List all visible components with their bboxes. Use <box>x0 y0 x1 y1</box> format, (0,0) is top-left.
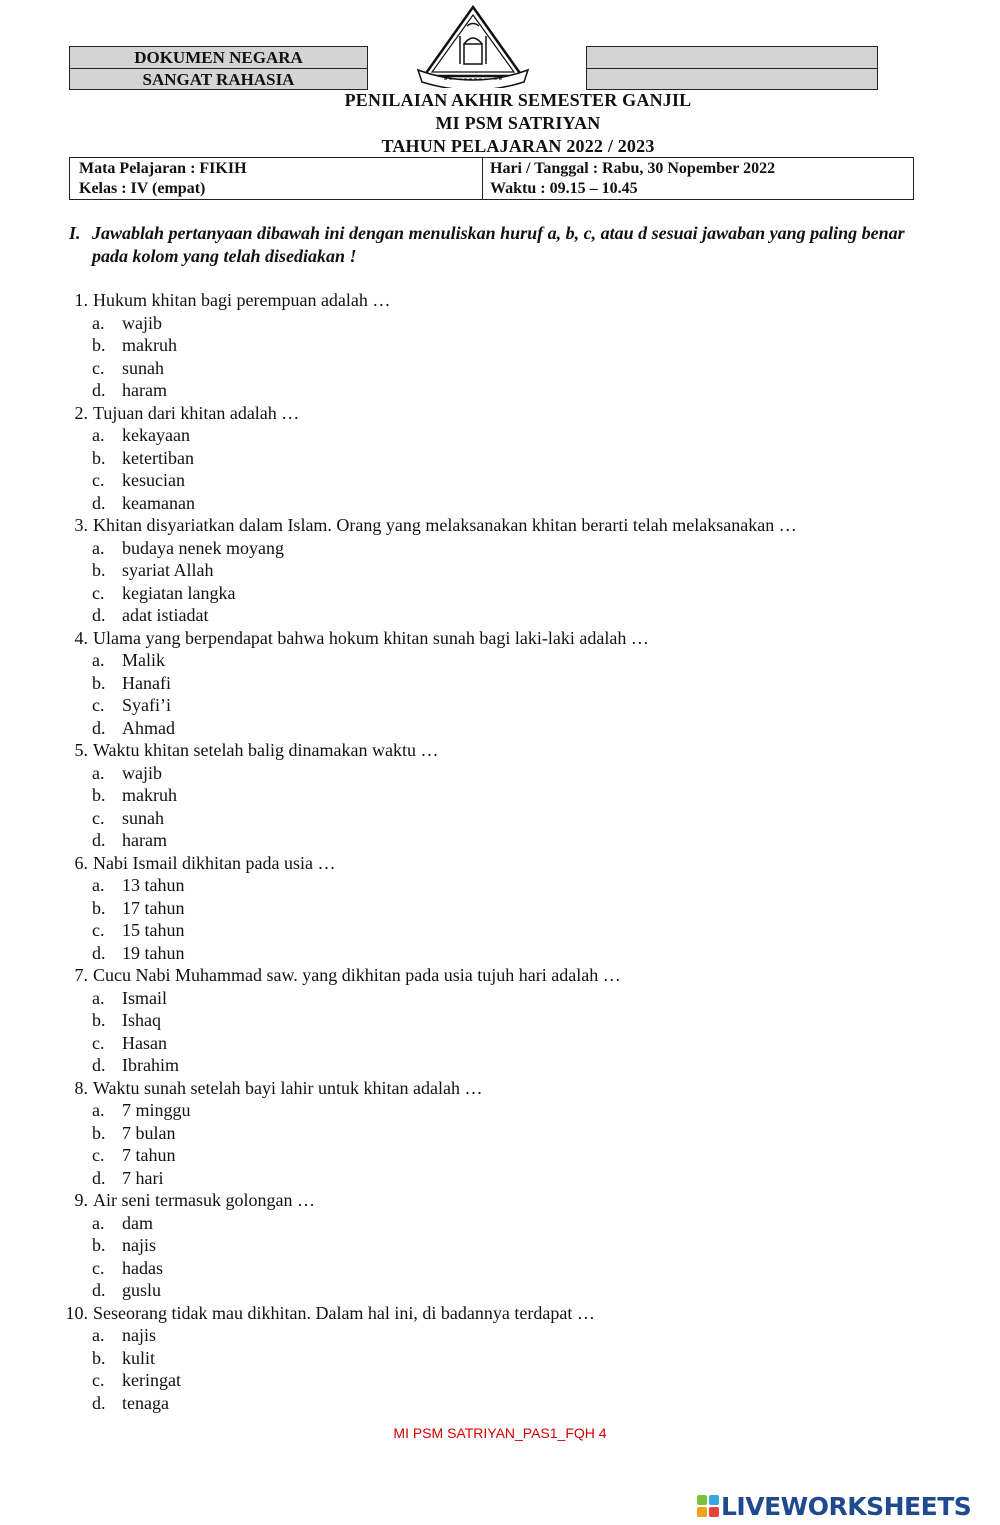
question-item <box>62 1189 962 1302</box>
answer-option <box>62 469 962 492</box>
option-letter: d. <box>92 1392 106 1413</box>
question-line <box>62 739 962 762</box>
answer-option <box>62 1392 962 1415</box>
answer-option <box>62 357 962 380</box>
option-letter: b. <box>92 672 106 693</box>
option-letter: a. <box>92 762 105 783</box>
answer-option <box>62 1009 962 1032</box>
option-letter: c. <box>92 582 105 603</box>
answer-option <box>62 784 962 807</box>
option-text: kegiatan langka <box>122 582 236 603</box>
option-letter: a. <box>92 987 105 1008</box>
blank-header-box <box>586 46 878 90</box>
question-item <box>62 514 962 627</box>
question-item <box>62 289 962 402</box>
answer-option <box>62 1032 962 1055</box>
option-text: 19 tahun <box>122 942 185 963</box>
option-text: 7 tahun <box>122 1145 176 1165</box>
brand-text: LIVEWORKSHEETS <box>721 1491 972 1521</box>
answer-option <box>62 762 962 785</box>
option-text: 15 tahun <box>122 920 185 940</box>
exam-title: PENILAIAN AKHIR SEMESTER GANJIL <box>344 90 692 110</box>
question-text: Waktu khitan setelah balig dinamakan waktu … <box>93 740 439 760</box>
answer-option <box>62 1144 962 1167</box>
answer-option <box>62 1369 962 1392</box>
question-text: Ulama yang berpendapat bahwa hokum khitan sunah bagi laki-laki adalah … <box>93 627 649 648</box>
answer-option <box>62 1279 962 1302</box>
answer-option <box>62 1234 962 1257</box>
option-text: haram <box>122 830 167 850</box>
option-text: sunah <box>122 807 164 828</box>
classification-line-1: DOKUMEN NEGARA <box>134 48 303 67</box>
option-letter: c. <box>92 1370 105 1390</box>
instruction <box>69 222 939 268</box>
question-item <box>62 627 962 740</box>
question-number: 1. <box>74 290 88 310</box>
question-number: 8. <box>74 1077 88 1098</box>
question-text: Air seni termasuk golongan … <box>93 1190 315 1210</box>
option-text: 7 hari <box>122 1167 164 1188</box>
option-letter: a. <box>92 1100 105 1120</box>
subject-field: Mata Pelajaran : FIKIH <box>79 160 247 177</box>
option-letter: b. <box>92 897 106 918</box>
option-letter: b. <box>92 1235 106 1255</box>
school-logo-icon <box>414 4 532 88</box>
answer-option <box>62 334 962 357</box>
option-letter: a. <box>92 425 105 445</box>
option-text: najis <box>122 1235 156 1255</box>
option-text: najis <box>122 1325 156 1345</box>
answer-option <box>62 1324 962 1347</box>
option-letter: b. <box>92 1122 106 1143</box>
answer-option <box>62 807 962 830</box>
section-number: I. <box>69 223 81 243</box>
option-text: 7 bulan <box>122 1122 176 1143</box>
option-text: haram <box>122 380 167 400</box>
answer-option <box>62 694 962 717</box>
date-field: Hari / Tanggal : Rabu, 30 Nopember 2022 <box>490 160 776 177</box>
blank-header-line-1 <box>587 47 877 68</box>
option-letter: d. <box>92 942 106 963</box>
question-text: Seseorang tidak mau dikhitan. Dalam hal ini, di badannya terdapat … <box>93 1302 595 1323</box>
option-text: kekayaan <box>122 425 190 445</box>
question-number: 10. <box>65 1302 88 1323</box>
option-text: 17 tahun <box>122 897 185 918</box>
classification-line-2: SANGAT RAHASIA <box>70 68 367 90</box>
question-line <box>62 1077 962 1100</box>
question-item <box>62 852 962 965</box>
option-text: sunah <box>122 357 164 378</box>
option-text: Ismail <box>122 987 167 1008</box>
answer-option <box>62 829 962 852</box>
option-letter: a. <box>92 650 105 670</box>
option-letter: b. <box>92 560 106 580</box>
question-line <box>62 402 962 425</box>
option-text: keamanan <box>122 492 195 513</box>
liveworksheets-brand[interactable] <box>697 1490 971 1522</box>
option-text: 7 minggu <box>122 1100 191 1120</box>
option-text: syariat Allah <box>122 560 214 580</box>
answer-option <box>62 1122 962 1145</box>
answer-option <box>62 987 962 1010</box>
answer-option <box>62 1167 962 1190</box>
school-name: MI PSM SATRIYAN <box>435 113 601 133</box>
blank-header-line-2 <box>587 68 877 90</box>
option-text: makruh <box>122 785 177 805</box>
answer-option <box>62 717 962 740</box>
question-text: Waktu sunah setelah bayi lahir untuk khitan adalah … <box>93 1077 483 1098</box>
option-letter: c. <box>92 695 105 715</box>
option-letter: c. <box>92 1145 105 1165</box>
option-letter: d. <box>92 1167 106 1188</box>
question-line <box>62 1302 962 1325</box>
option-text: kulit <box>122 1347 156 1368</box>
option-text: wajib <box>122 312 162 333</box>
option-text: adat istiadat <box>122 605 209 625</box>
question-number: 5. <box>74 740 88 760</box>
question-text: Tujuan dari khitan adalah … <box>93 402 300 423</box>
answer-option <box>62 492 962 515</box>
question-line <box>62 289 962 312</box>
answer-option <box>62 537 962 560</box>
answer-option <box>62 312 962 335</box>
liveworksheets-logo-icon <box>697 1495 719 1517</box>
option-text: Hasan <box>122 1032 167 1053</box>
option-letter: d. <box>92 717 106 738</box>
question-text: Cucu Nabi Muhammad saw. yang dikhitan pada usia tujuh hari adalah … <box>93 965 621 985</box>
option-letter: d. <box>92 1280 106 1300</box>
answer-option <box>62 897 962 920</box>
option-letter: a. <box>92 875 105 895</box>
option-text: wajib <box>122 762 162 783</box>
option-letter: b. <box>92 335 106 355</box>
answer-option <box>62 672 962 695</box>
question-number: 9. <box>74 1190 88 1210</box>
exam-info-table <box>69 157 914 200</box>
option-text: dam <box>122 1212 153 1233</box>
question-number: 2. <box>74 402 88 423</box>
option-letter: c. <box>92 470 105 490</box>
question-number: 3. <box>74 515 88 535</box>
answer-option <box>62 942 962 965</box>
classification-box <box>69 46 368 90</box>
option-letter: b. <box>92 447 106 468</box>
answer-option <box>62 1099 962 1122</box>
question-item <box>62 1302 962 1415</box>
question-item <box>62 402 962 515</box>
document-footer: MI PSM SATRIYAN_PAS1_FQH 4 <box>393 1425 607 1441</box>
option-letter: a. <box>92 1325 105 1345</box>
instruction-text: Jawablah pertanyaan dibawah ini dengan menuliskan huruf a, b, c, atau d sesuai jawaban yang paling benar pada kolom yang telah disediakan ! <box>92 223 905 266</box>
option-letter: c. <box>92 1257 105 1278</box>
option-letter: b. <box>92 1347 106 1368</box>
option-letter: c. <box>92 357 105 378</box>
option-letter: c. <box>92 1032 105 1053</box>
option-letter: d. <box>92 830 106 850</box>
option-text: Hanafi <box>122 672 171 693</box>
option-text: Ibrahim <box>122 1055 179 1075</box>
option-letter: a. <box>92 1212 105 1233</box>
question-item <box>62 964 962 1077</box>
option-text: guslu <box>122 1280 162 1300</box>
question-number: 4. <box>74 627 88 648</box>
option-letter: b. <box>92 785 106 805</box>
answer-option <box>62 604 962 627</box>
question-text: Hukum khitan bagi perempuan adalah … <box>93 290 391 310</box>
answer-option <box>62 919 962 942</box>
option-text: ketertiban <box>122 447 194 468</box>
option-text: Ahmad <box>122 717 175 738</box>
option-letter: d. <box>92 605 106 625</box>
answer-option <box>62 649 962 672</box>
question-text: Nabi Ismail dikhitan pada usia … <box>93 852 336 873</box>
answer-option <box>62 1347 962 1370</box>
question-line <box>62 1189 962 1212</box>
option-letter: c. <box>92 807 105 828</box>
option-text: hadas <box>122 1257 163 1278</box>
option-letter: d. <box>92 1055 106 1075</box>
option-text: tenaga <box>122 1392 169 1413</box>
question-number: 7. <box>74 965 88 985</box>
question-line <box>62 852 962 875</box>
question-text: Khitan disyariatkan dalam Islam. Orang yang melaksanakan khitan berarti telah melaksanakan … <box>93 515 797 535</box>
class-field: Kelas : IV (empat) <box>79 180 206 197</box>
answer-option <box>62 1054 962 1077</box>
option-text: Malik <box>122 650 165 670</box>
option-letter: c. <box>92 920 105 940</box>
option-text: makruh <box>122 335 177 355</box>
option-text: Ishaq <box>122 1010 161 1030</box>
question-line <box>62 514 962 537</box>
exam-info-left <box>70 158 483 199</box>
answer-option <box>62 559 962 582</box>
time-field: Waktu : 09.15 – 10.45 <box>490 180 638 197</box>
option-text: Syafi’i <box>122 695 171 715</box>
question-item <box>62 1077 962 1190</box>
question-list <box>62 289 962 1414</box>
option-letter: b. <box>92 1010 106 1030</box>
question-number: 6. <box>74 852 88 873</box>
option-text: kesucian <box>122 470 185 490</box>
option-letter: d. <box>92 380 106 400</box>
answer-option <box>62 379 962 402</box>
answer-option <box>62 424 962 447</box>
option-letter: a. <box>92 537 105 558</box>
question-line <box>62 964 962 987</box>
option-text: budaya nenek moyang <box>122 537 284 558</box>
question-line <box>62 627 962 650</box>
exam-info-right <box>483 158 913 199</box>
option-letter: a. <box>92 312 105 333</box>
option-letter: d. <box>92 492 106 513</box>
answer-option <box>62 447 962 470</box>
answer-option <box>62 582 962 605</box>
question-item <box>62 739 962 852</box>
option-text: keringat <box>122 1370 181 1390</box>
academic-year: TAHUN PELAJARAN 2022 / 2023 <box>381 136 655 156</box>
option-text: 13 tahun <box>122 875 185 895</box>
answer-option <box>62 1212 962 1235</box>
answer-option <box>62 1257 962 1280</box>
answer-option <box>62 874 962 897</box>
